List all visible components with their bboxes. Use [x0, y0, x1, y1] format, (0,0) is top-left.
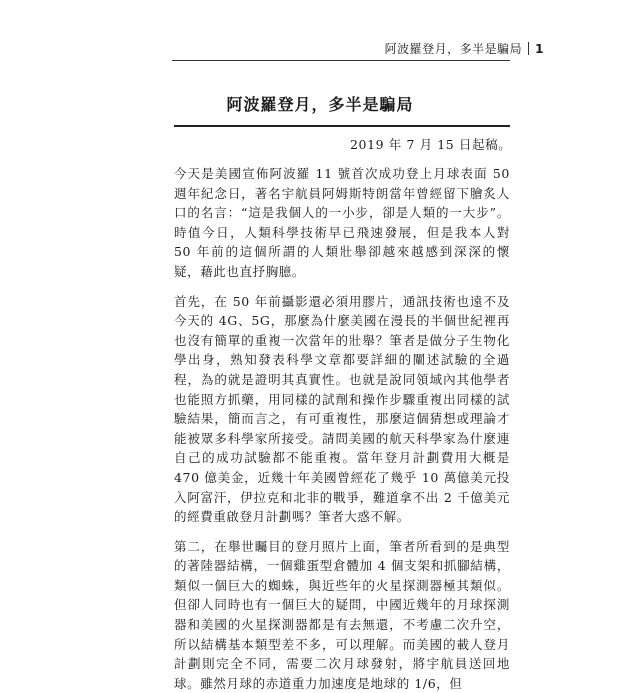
article-title: 阿波羅登月，多半是騙局 — [226, 95, 414, 114]
paragraph-3: 第二，在舉世矚目的登月照片上面，筆者所看到的是典型的著陸器結構，一個雞蛋型倉體加 4 個支架和抓腳結構，類似一個巨大的蜘蛛，與近些年的火星探測器極其類似。但卻人同時也有一個巨大的疑問，中國近幾年的月球探測器和美國的火星探測器都是有去無還，不考慮二次升空，所以結構基本類型差不多，可以理解。而美國的載人登月計劃則完全不同，需要二次月球發射，將宇航員送回地球。雖然月球的赤道重力加速度是地球的 1/6，但 — [174, 538, 510, 691]
article-body — [174, 160, 510, 693]
header-separator — [528, 42, 529, 55]
page-number: 1 — [535, 41, 544, 56]
dateline: 2019 年 7 月 15 日起稿。 — [350, 137, 512, 152]
paragraph-1: 今天是美國宣佈阿波羅 11 號首次成功登上月球表面 50 週年紀念日，著名宇航員阿姆斯特朗當年曾經留下膾炙人口的名言：“這是我個人的一小步，卻是人類的一大步”。時值今日，人類科學技術早已飛速發展，但是我本人對 50 年前的這個所謂的人類壯舉卻越來越感到深深的懷疑，藉此也直抒胸臆。 — [174, 166, 510, 279]
title-rule — [174, 125, 510, 127]
paragraph-2: 首先，在 50 年前攝影還必須用膠片，通訊技術也遠不及今天的 4G、5G，那麼為什麼美國在漫長的半個世紀裡再也沒有簡單的重複一次當年的壯舉？筆者是做分子生物化學出身，熟知發表科學文章都要詳細的闡述試驗的全過程，為的就是證明其真實性。也就是說同領域內其他學者也能照方抓藥，用同樣的試劑和操作步驟重複出同樣的試驗結果，簡而言之，有可重複性，那麼這個猜想或理論才能被眾多科學家所接受。請問美國的航天科學家為什麼連自己的成功試驗都不能重複。當年登月計劃費用大概是 470 億美金，近幾十年美國曾經花了幾乎 10 萬億美元投入阿富汗，伊拉克和北非的戰爭，難道拿不出 2 千億美元的經費重啟登月計劃嗎？筆者大惑不解。 — [174, 293, 510, 525]
header-rule — [172, 60, 510, 61]
running-header — [385, 40, 544, 57]
running-title: 阿波羅登月，多半是騙局 — [384, 42, 523, 56]
